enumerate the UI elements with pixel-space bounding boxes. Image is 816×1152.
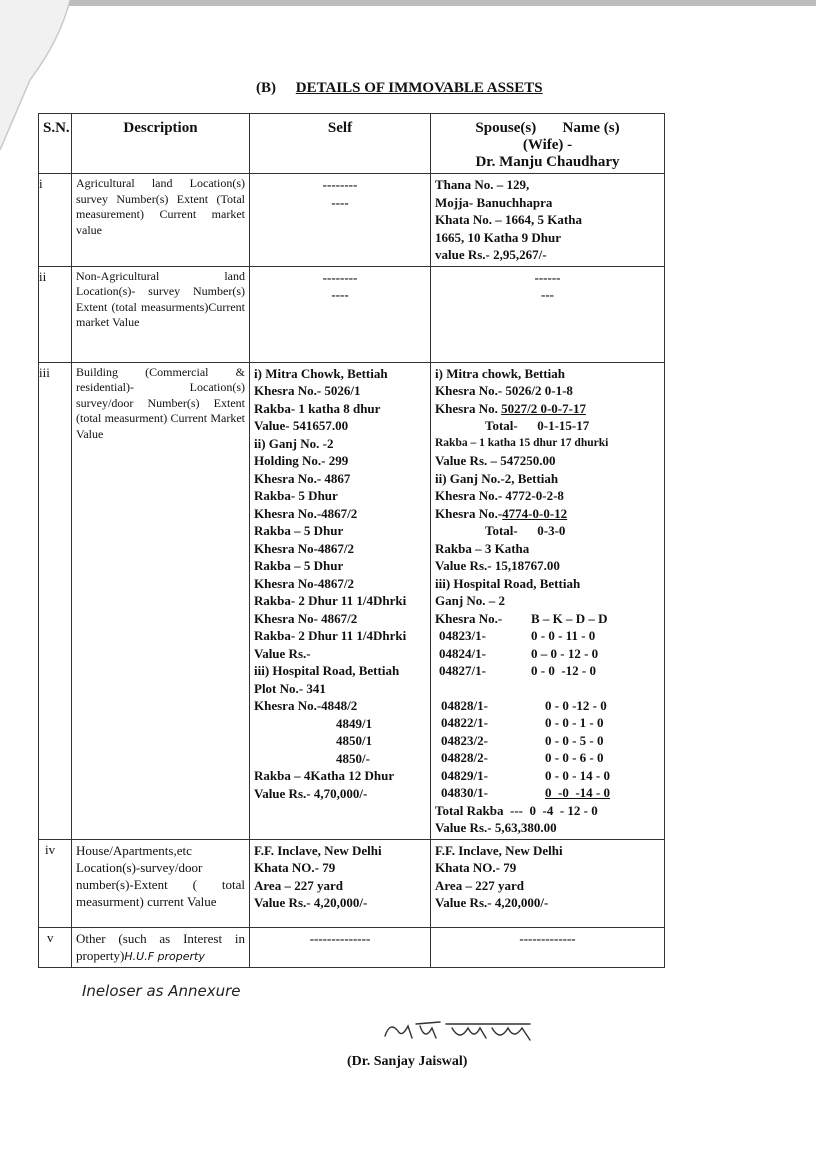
spouse-text: 4774-0-0-12 (502, 505, 568, 521)
plot-row (435, 645, 660, 663)
row-self (250, 839, 431, 927)
plot-area: 0 - 0 -12 - 0 (531, 663, 596, 678)
self-line: Rakba- 1 katha 8 dhur (254, 400, 381, 416)
row-description: Agricultural land Location(s) survey Number(s) Extent (Total measurement) Current market value (72, 174, 250, 267)
row-self (250, 174, 431, 267)
spouse-text: B – K – D – D (531, 610, 608, 626)
table-row (39, 266, 665, 362)
self-line: Khesra No- 4867/2 (254, 610, 358, 626)
plot-number: 04823/2- (441, 732, 488, 748)
self-line: 4849/1 (336, 715, 373, 731)
self-line: Value- 541657.00 (254, 418, 349, 433)
plot-area: 0 -0 -14 - 0 (545, 785, 610, 800)
row-self: -------------- (250, 927, 431, 967)
plot-number: 04827/1- (439, 663, 486, 678)
self-line: Area – 227 yard (254, 877, 343, 893)
handwritten-note: Ineloser as Annexure (82, 982, 241, 1000)
self-line: -------- (322, 177, 358, 192)
spouse-line: Total- 0-3-0 (485, 523, 566, 538)
self-line: ---- (331, 287, 349, 302)
self-line: Rakba – 5 Dhur (254, 523, 344, 538)
plot-row (435, 767, 660, 785)
row-description: Building (Commercial & residential)- Location(s) survey/door Number(s) Extent (total measurment) Current Market Value (72, 362, 250, 839)
plot-number: 04828/2- (441, 750, 488, 765)
plot-area: 0 - 0 - 1 - 0 (545, 715, 604, 730)
spouse-line (435, 400, 660, 418)
self-line: Khesra No.-4867/2 (254, 505, 358, 521)
self-line: ii) Ganj No. -2 (254, 435, 334, 451)
assets-table (38, 113, 665, 968)
plot-row (435, 697, 660, 715)
row-spouse (431, 266, 665, 362)
col-self-header: Self (250, 114, 431, 174)
row-sn: v (39, 927, 72, 967)
self-line: Rakba- 2 Dhur 11 1/4Dhrki (254, 628, 407, 643)
self-line: Khata NO.- 79 (254, 860, 336, 875)
plot-number: 04828/1- (441, 697, 488, 713)
spouse-header-name: Dr. Manju Chaudhary (475, 154, 620, 170)
spouse-header-line: (Wife) - (522, 137, 573, 153)
self-line: Khesra No-4867/2 (254, 540, 355, 556)
spouse-text: Khesra No.- (435, 505, 503, 521)
spouse-line: ------ (534, 269, 561, 285)
spouse-line: iii) Hospital Road, Bettiah (435, 575, 581, 591)
spouse-header-line: Spouse(s) Name (s) (475, 120, 620, 136)
row-self (250, 266, 431, 362)
signature (380, 1016, 540, 1046)
row-description (72, 927, 250, 967)
spouse-text: Khesra No.- (435, 610, 503, 626)
row-sn: iv (39, 839, 72, 927)
spouse-line: Thana No. – 129, (435, 177, 530, 192)
plot-row (435, 784, 660, 802)
table-row (39, 362, 665, 839)
spouse-line (435, 505, 660, 523)
row-sn: iii (39, 362, 72, 839)
self-line: Rakba- 5 Dhur (254, 488, 338, 503)
plot-area: 0 – 0 - 12 - 0 (531, 645, 599, 661)
self-line: Rakba – 5 Dhur (254, 558, 344, 573)
handwritten-annotation: H.U.F property (124, 949, 205, 963)
plot-number: 04829/1- (441, 767, 488, 783)
plot-area: 0 - 0 - 14 - 0 (545, 767, 610, 783)
self-line: Value Rs.- 4,70,000/- (254, 785, 368, 801)
plot-row (435, 662, 660, 680)
plot-row (435, 749, 660, 767)
description-text: Other (such as Interest in property) (76, 930, 245, 963)
spouse-line: Mojja- Banuchhapra (435, 194, 553, 210)
plot-number: 04822/1- (441, 715, 488, 730)
table-row (39, 174, 665, 267)
spouse-line: Khesra No.- 4772-0-2-8 (435, 488, 564, 503)
row-description: Non-Agricultural land Location(s)- survey Number(s) Extent (total measurments)Current market Value (72, 266, 250, 362)
self-line: Plot No.- 341 (254, 680, 326, 696)
plot-row (435, 714, 660, 732)
self-line: 4850/1 (336, 733, 373, 748)
col-sn-header: S.N. (39, 114, 72, 174)
plot-area: 0 - 0 - 11 - 0 (531, 628, 596, 643)
self-line: Holding No.- 299 (254, 453, 349, 468)
signatory-name: (Dr. Sanjay Jaiswal) (347, 1054, 468, 1069)
row-spouse (431, 362, 665, 839)
spouse-line: i) Mitra chowk, Bettiah (435, 365, 565, 381)
spouse-total: Total Rakba --- 0 -4 - 12 - 0 (435, 802, 598, 818)
self-line: Value Rs.- (254, 645, 311, 661)
self-line: F.F. Inclave, New Delhi (254, 842, 382, 858)
self-line: Khesra No.- 5026/1 (254, 383, 361, 398)
plot-number: 04824/1- (439, 645, 486, 661)
row-spouse (431, 174, 665, 267)
spouse-line: ii) Ganj No.-2, Bettiah (435, 470, 559, 486)
spouse-line: Value Rs. – 547250.00 (435, 453, 556, 468)
self-line: 4850/- (336, 750, 370, 766)
row-sn: i (39, 174, 72, 267)
row-spouse (431, 839, 665, 927)
spouse-line: --- (541, 287, 554, 302)
section-title: DETAILS OF IMMOVABLE ASSETS (295, 80, 543, 96)
self-line: ---- (331, 194, 349, 210)
spouse-value: Value Rs.- 5,63,380.00 (435, 820, 557, 835)
header-row (39, 114, 665, 174)
plot-number: 04823/1- (439, 628, 486, 643)
col-description-header: Description (72, 114, 250, 174)
spouse-line: Total- 0-1-15-17 (485, 418, 590, 433)
spouse-line: Value Rs.- 15,18767.00 (435, 558, 560, 573)
spouse-line: F.F. Inclave, New Delhi (435, 842, 563, 858)
spouse-line: Rakba – 1 katha 15 dhur 17 dhurki (435, 436, 609, 449)
self-line: Rakba- 2 Dhur 11 1/4Dhrki (254, 593, 407, 608)
self-line: Value Rs.- 4,20,000/- (254, 895, 368, 910)
self-line: Rakba – 4Katha 12 Dhur (254, 768, 395, 783)
self-line: Khesra No-4867/2 (254, 575, 355, 591)
spouse-line: Khata No. – 1664, 5 Katha (435, 212, 582, 227)
section-heading (256, 80, 543, 97)
plot-area: 0 - 0 - 5 - 0 (545, 732, 604, 748)
plot-row (435, 732, 660, 750)
spouse-line: value Rs.- 2,95,267/- (435, 247, 547, 262)
table-row (39, 839, 665, 927)
section-label: (B) (256, 80, 276, 96)
row-sn: ii (39, 266, 72, 362)
self-line: iii) Hospital Road, Bettiah (254, 663, 400, 678)
self-line: Khesra No.- 4867 (254, 470, 351, 486)
scan-edge (0, 0, 816, 6)
row-self (250, 362, 431, 839)
self-line: i) Mitra Chowk, Bettiah (254, 365, 388, 381)
col-spouse-header (431, 114, 665, 174)
self-line: Khesra No.-4848/2 (254, 698, 358, 713)
spouse-text: Khesra No. (435, 400, 502, 416)
spouse-line: 1665, 10 Katha 9 Dhur (435, 229, 562, 245)
row-description: House/Apartments,etc Location(s)-survey/door number(s)-Extent ( total measurment) current Value (72, 839, 250, 927)
spouse-text: 5027/2 0-0-7-17 (501, 400, 586, 416)
spouse-line: Khata NO.- 79 (435, 860, 517, 875)
spouse-line: Value Rs.- 4,20,000/- (435, 895, 549, 910)
self-line: -------- (322, 269, 358, 285)
plot-number: 04830/1- (441, 785, 488, 800)
row-spouse: ------------- (431, 927, 665, 967)
spouse-line: Ganj No. – 2 (435, 593, 506, 608)
plot-area: 0 - 0 - 6 - 0 (545, 750, 604, 765)
spouse-line: Khesra No.- 5026/2 0-1-8 (435, 383, 573, 398)
plot-area: 0 - 0 -12 - 0 (545, 697, 607, 713)
spouse-line: Rakba – 3 Katha (435, 540, 530, 556)
spouse-line: Area – 227 yard (435, 877, 524, 893)
table-row (39, 927, 665, 967)
plot-row (435, 627, 660, 645)
spouse-line (435, 610, 660, 628)
